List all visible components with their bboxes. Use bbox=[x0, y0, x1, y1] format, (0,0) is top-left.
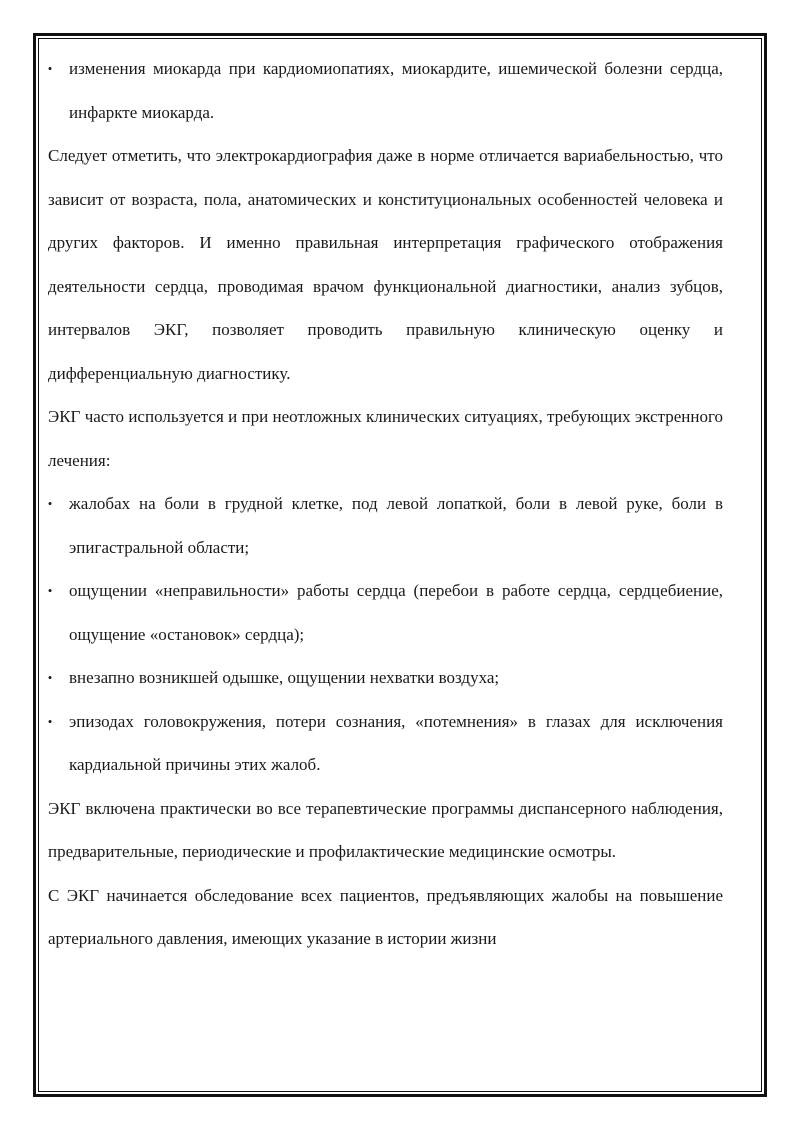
list-item-text: изменения миокарда при кардиомиопатиях, миокардите, ишемической болезни сердца, инфаркте миокарда. bbox=[69, 59, 723, 122]
list-item bbox=[48, 482, 723, 569]
list-item bbox=[48, 700, 723, 787]
list-item-text: внезапно возникшей одышке, ощущении нехватки воздуха; bbox=[69, 668, 500, 687]
bullet-icon: • bbox=[47, 496, 53, 511]
list-item bbox=[48, 47, 723, 134]
list-item-text: ощущении «неправильности» работы сердца (перебои в работе сердца, сердцебиение, ощущение «остановок» сердца); bbox=[69, 581, 723, 644]
paragraph: ЭКГ часто используется и при неотложных клинических ситуациях, требующих экстренного лечения: bbox=[48, 407, 723, 470]
list-item-text: жалобах на боли в грудной клетке, под левой лопаткой, боли в левой руке, боли в эпигастральной области; bbox=[69, 494, 723, 557]
paragraph: ЭКГ включена практически во все терапевтические программы диспансерного наблюдения, предварительные, периодические и профилактические медицинские осмотры. bbox=[48, 798, 723, 861]
bullet-icon: • bbox=[47, 61, 53, 76]
bullet-icon: • bbox=[47, 713, 53, 729]
paragraph: Следует отметить, что электрокардиография даже в норме отличается вариабельностью, что зависит от возраста, пола, анатомических и конституциональных особенностей человека и других факторов. И именно правильная интерпретация графического отображения деятельности сердца, проводимая врачом функциональной диагностики, анализ зубцов, интервалов ЭКГ, позволяет проводить правильную клиническую оценку и дифференциальную диагностику. bbox=[48, 146, 723, 383]
paragraph: С ЭКГ начинается обследование всех пациентов, предъявляющих жалобы на повышение артериального давления, имеющих указание в истории жизни bbox=[48, 885, 723, 948]
list-item bbox=[48, 656, 723, 700]
list-item bbox=[48, 569, 723, 656]
list-item-text: эпизодах головокружения, потери сознания, «потемнения» в глазах для исключения кардиальной причины этих жалоб. bbox=[69, 711, 723, 774]
bullet-icon: • bbox=[47, 583, 53, 598]
document-body bbox=[48, 47, 723, 961]
bullet-icon: • bbox=[47, 670, 53, 685]
